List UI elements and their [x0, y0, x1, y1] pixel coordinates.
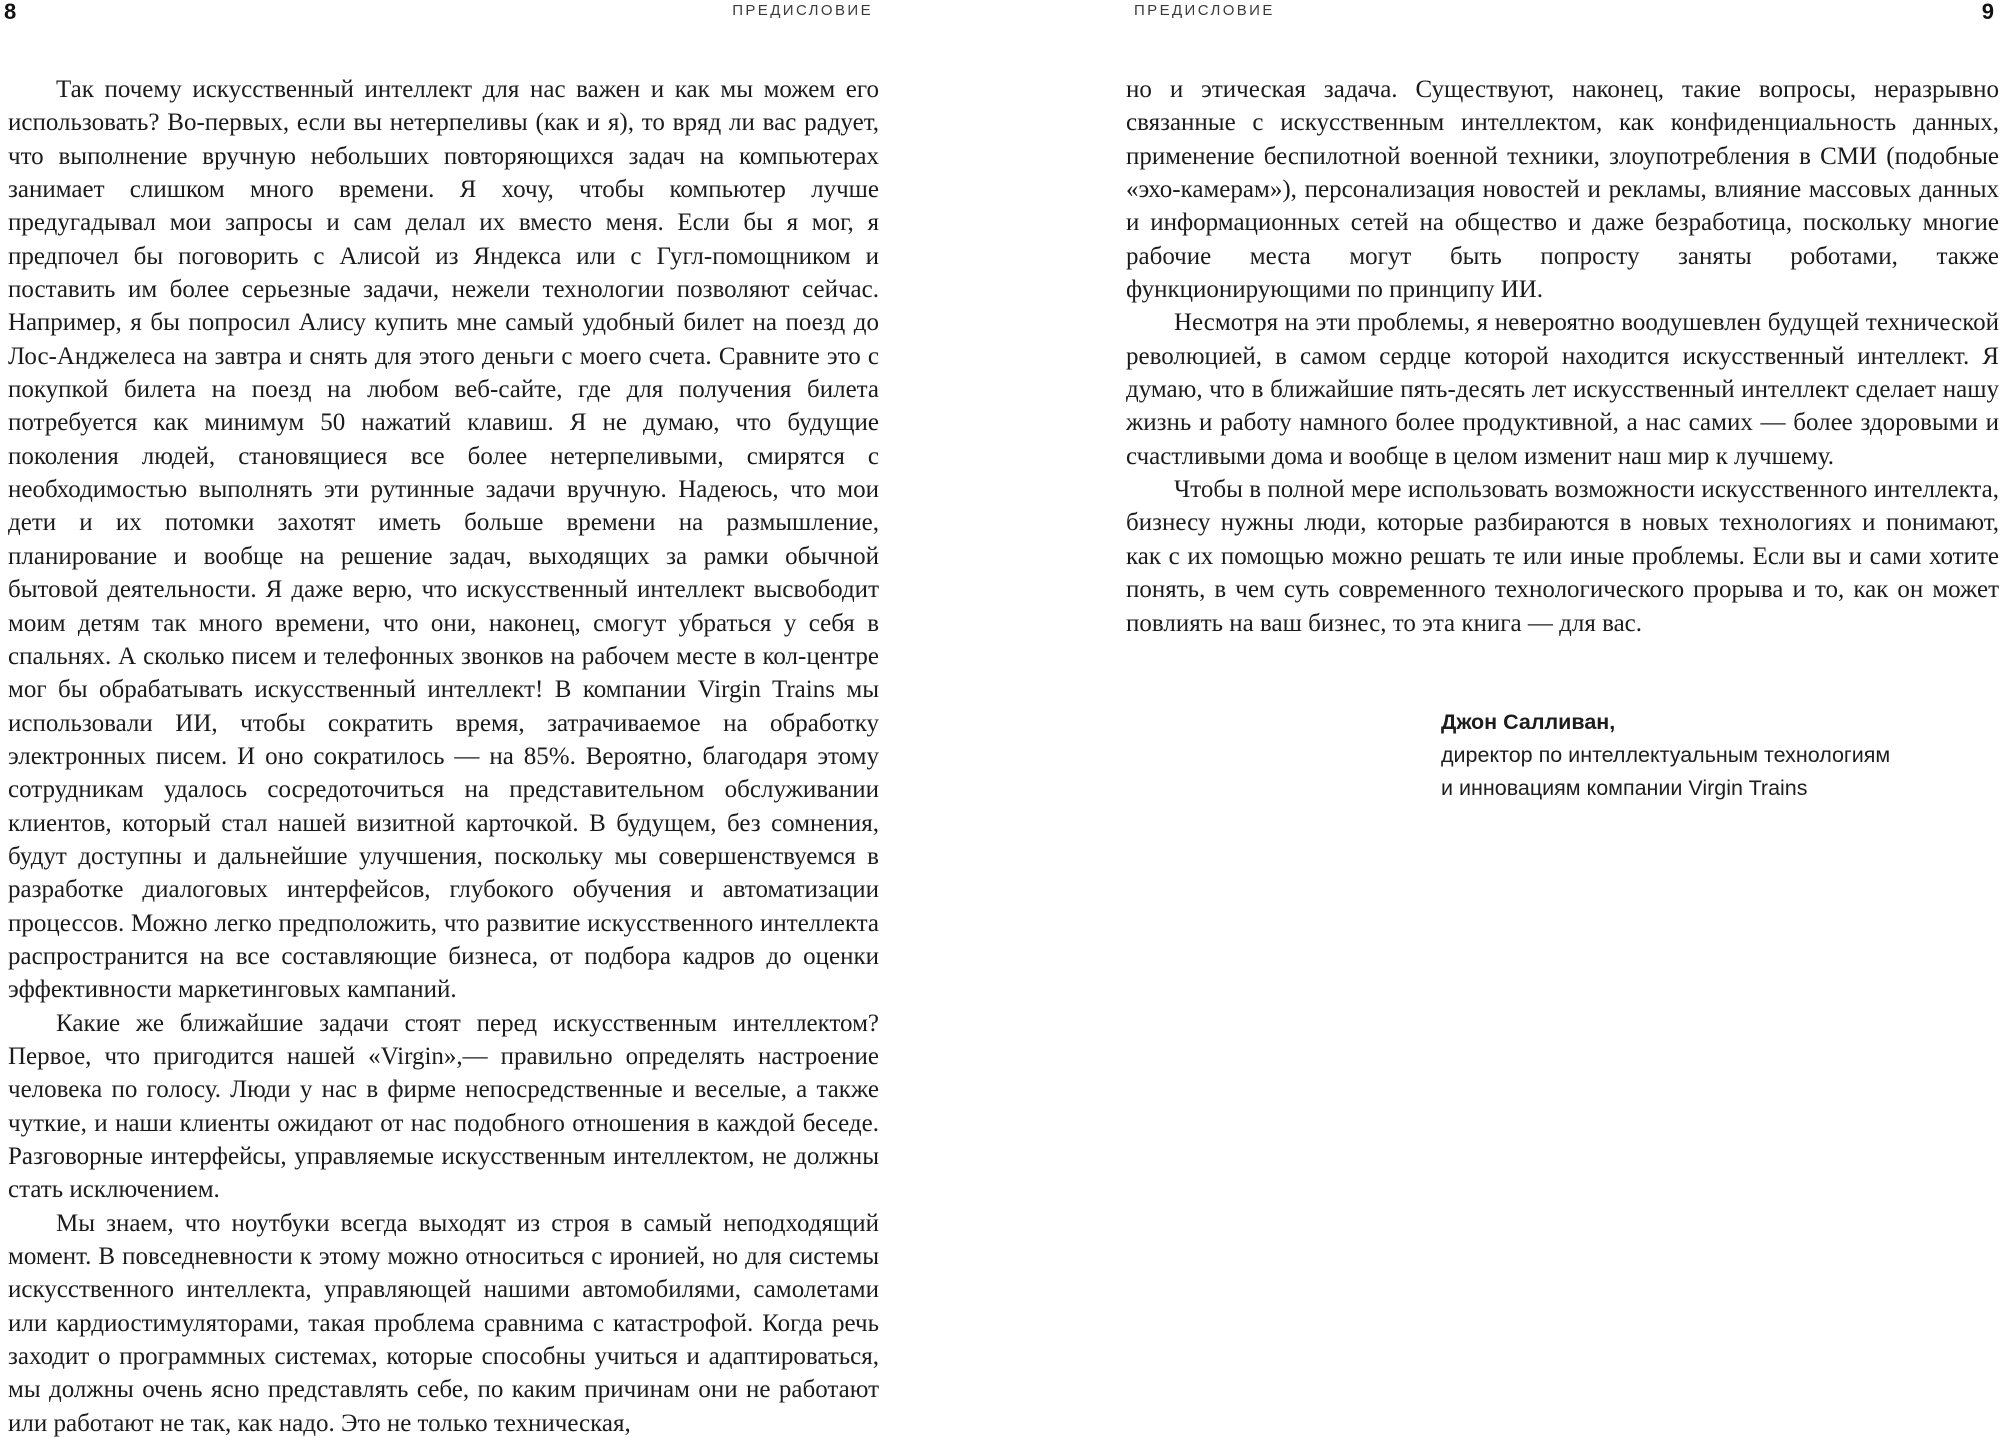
author-title-line-1: директор по интеллектуальным технологиям [1441, 743, 1891, 767]
author-signature [1441, 706, 1981, 805]
body-paragraph: Чтобы в полной мере использовать возможности искусственного интеллекта, бизнесу нужны люди, которые разбираются в новых технологиях и понимают, как с их помощью можно решать те или иные проблемы. Если вы и сами хотите понять, в чем суть современного технологического прорыва и то, как он может повлиять на ваш бизнес, то эта книга — для вас. [1126, 476, 1999, 637]
running-head-left: ПРЕДИСЛОВИЕ [732, 2, 873, 19]
page-number-right: 9 [1981, 0, 1994, 24]
right-page-body [1126, 73, 1999, 640]
author-name: Джон Салливан, [1441, 710, 1616, 734]
author-title-line-2: и инновациям компании Virgin Trains [1441, 776, 1808, 800]
body-paragraph: Так почему искусственный интеллект для нас важен и как мы можем его использовать? Во-первых, если вы нетерпеливы (как и я), то вряд ли вас радует, что выполнение вручную небольших повторяющихся задач на компьютерах занимает слишком много времени. Я хочу, чтобы компьютер лучше предугадывал мои запросы и сам делал их вместо меня. Если бы я мог, я предпочел бы поговорить с Алисой из Яндекса или с Гугл-помощником и поставить им более серьезные задачи, нежели технологии позволяют сейчас. Например, я бы попросил Алису купить мне самый удобный билет на поезд до Лос-Анджелеса на завтра и снять для этого деньги с моего счета. Сравните это с покупкой билета на поезд на любом веб-сайте, где для получения билета потребуется как минимум 50 нажатий клавиш. Я не думаю, что будущие поколения людей, становящиеся все более нетерпеливыми, смирятся с необходимостью выполнять эти рутинные задачи вручную. Надеюсь, что мои дети и их потомки захотят иметь больше времени на размышление, планирование и вообще на решение задач, выходящих за рамки обычной бытовой деятельности. Я даже верю, что искусственный интеллект высвободит моим детям так много времени, что они, наконец, смогут убраться у себя в спальнях. А сколько писем и телефонных звонков на рабочем месте в кол-центре мог бы обрабатывать искусственный интеллект! В компании Virgin Trains мы использовали ИИ, чтобы сократить время, затрачиваемое на обработку электронных писем. И оно сократилось — на 85%. Вероятно, благодаря этому сотрудникам удалось сосредоточиться на представительном обслуживании клиентов, который стал нашей визитной карточкой. В будущем, без сомнения, будут доступны и дальнейшие улучшения, поскольку мы совершенствуемся в разработке диалоговых интерфейсов, глубокого обучения и автоматизации процессов. Можно легко предположить, что развитие искусственного интеллекта распространится на все составляющие бизнеса, от подбора кадров до оценки эффективности маркетинговых кампаний. [8, 76, 879, 1004]
continued-paragraph: но и этическая задача. Существуют, наконец, такие вопросы, неразрывно связанные с искусственным интеллектом, как конфиденциальность данных, применение беспилотной военной техники, злоупотребления в СМИ (подобные «эхо-камерам»), персонализация новостей и рекламы, влияние массовых данных и информационных сетей на общество и даже безработица, поскольку многие рабочие места могут быть попросту заняты роботами, также функционирующими по принципу ИИ. [1126, 76, 1999, 304]
left-page-body [8, 73, 879, 1438]
body-paragraph: Какие же ближайшие задачи стоят перед искусственным интеллектом? Первое, что пригодится нашей «Virgin»,— правильно определять настроение человека по голосу. Люди у нас в фирме непосредственные и веселые, а также чуткие, и наши клиенты ожидают от нас подобного отношения в каждой беседе. Разговорные интерфейсы, управляемые искусственным интеллектом, не должны стать исключением. [8, 1009, 879, 1204]
right-page [1000, 0, 2000, 1438]
body-paragraph: Мы знаем, что ноутбуки всегда выходят из строя в самый неподходящий момент. В повседневности к этому можно относиться с иронией, но для системы искусственного интеллекта, управляющей нашими автомобилями, самолетами или кардиостимуляторами, такая проблема сравнима с катастрофой. Когда речь заходит о программных системах, которые способны учиться и адаптироваться, мы должны очень ясно представлять себе, по каким причинам они не работают или работают не так, как надо. Это не только техническая, [8, 1209, 879, 1437]
page-number-left: 8 [4, 0, 17, 24]
running-head-right: ПРЕДИСЛОВИЕ [1134, 2, 1275, 19]
body-paragraph: Несмотря на эти проблемы, я невероятно воодушевлен будущей технической революцией, в самом сердце которой находится искусственный интеллект. Я думаю, что в ближайшие пять-десять лет искусственный интеллект сделает нашу жизнь и работу намного более продуктивной, а нас самих — более здоровыми и счастливыми дома и вообще в целом изменит наш мир к лучшему. [1126, 309, 1999, 470]
